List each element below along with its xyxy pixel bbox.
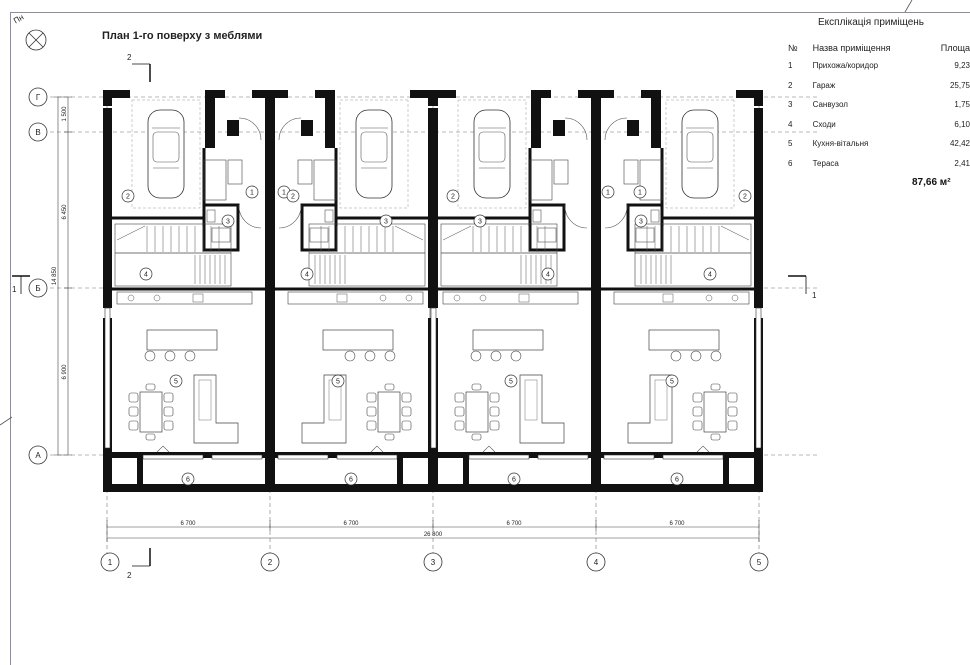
room-number-garage: 2 [126, 193, 130, 201]
legend-total: 87,66 м² [912, 177, 951, 188]
stool-icon [365, 351, 375, 361]
door-swing [605, 205, 627, 228]
dim-14850: 14 850 [52, 266, 58, 286]
chair-icon [472, 434, 481, 440]
window [756, 308, 761, 448]
door-swing [239, 205, 261, 228]
room-number-terrace: 6 [675, 476, 679, 484]
party-wall [591, 90, 600, 492]
window [538, 455, 588, 459]
kitchen-counter [614, 292, 749, 304]
legend-table [782, 40, 970, 173]
sink-icon [533, 210, 541, 222]
dim-6450: 6 450 [62, 204, 68, 220]
svg-text:1: 1 [812, 291, 817, 300]
window [604, 455, 654, 459]
chair-icon [164, 421, 173, 430]
svg-text:Г: Г [35, 93, 41, 102]
window [105, 308, 110, 448]
dining-table [378, 392, 400, 432]
room-number-stairs: 4 [305, 271, 309, 279]
kitchen-counter [117, 292, 252, 304]
room-number-hall: 1 [606, 189, 610, 197]
car-icon [148, 110, 184, 198]
toilet-icon [636, 228, 654, 242]
toilet-icon [538, 228, 556, 242]
sofa-icon [628, 375, 672, 443]
kitchen-island [147, 330, 217, 350]
kitchen-island [473, 330, 543, 350]
chair-icon [367, 421, 376, 430]
chair-icon [164, 407, 173, 416]
room-number-terrace: 6 [512, 476, 516, 484]
stool-icon [711, 351, 721, 361]
axis-bubble-a [29, 446, 47, 464]
chair-icon [164, 393, 173, 402]
window [143, 455, 203, 459]
window [212, 455, 262, 459]
legend-header-no: № [788, 43, 798, 53]
chair-icon [385, 434, 394, 440]
wall [205, 90, 225, 98]
wall [429, 90, 438, 106]
dim-6900: 6 900 [62, 364, 68, 380]
room-number-hall: 1 [638, 189, 642, 197]
unit-2 [265, 90, 437, 492]
room-number-stairs: 4 [144, 271, 148, 279]
window [663, 455, 723, 459]
legend-header-area: Площа [940, 43, 970, 53]
legend-row: 5 Кухня-вітальня 42,42 [788, 139, 970, 149]
room-number-terrace: 6 [349, 476, 353, 484]
room-number-terrace: 6 [186, 476, 190, 484]
wall [274, 90, 288, 98]
chair-icon [455, 407, 464, 416]
stool-icon [165, 351, 175, 361]
chair-icon [129, 421, 138, 430]
section-mark-1-right [788, 276, 806, 294]
chair-icon [402, 421, 411, 430]
chair-icon [129, 407, 138, 416]
chair-icon [728, 421, 737, 430]
dim-unit-2: 6 700 [343, 521, 359, 527]
door-swing [239, 118, 261, 140]
stool-icon [691, 351, 701, 361]
stool-icon [491, 351, 501, 361]
chair-icon [472, 384, 481, 390]
sofa-icon [520, 375, 564, 443]
wall [600, 90, 614, 98]
stool-icon [185, 351, 195, 361]
chair-icon [129, 393, 138, 402]
cabinet [624, 160, 638, 184]
wall [103, 108, 112, 308]
door-swing [565, 205, 587, 228]
wall [641, 90, 661, 98]
wall [252, 90, 266, 98]
legend-row: 1 Прихожа/коридор 9,23 [788, 61, 970, 71]
kitchen-counter [443, 292, 578, 304]
room-number-living: 5 [174, 378, 178, 386]
svg-text:3: 3 [430, 558, 436, 567]
chair-icon [693, 421, 702, 430]
svg-text:Пн: Пн [12, 12, 26, 26]
chair-icon [693, 393, 702, 402]
wardrobe [204, 160, 226, 200]
room-number-bath: 3 [226, 218, 230, 226]
legend-row: 4 Сходи 6,10 [788, 119, 970, 129]
unit-4 [591, 90, 763, 492]
legend-title: Експлікація приміщень [818, 17, 924, 28]
dim-total: 26 800 [423, 532, 443, 538]
dining-table [140, 392, 162, 432]
unit-3 [429, 90, 601, 492]
cabinet [298, 160, 312, 184]
dim-unit-3: 6 700 [506, 521, 522, 527]
room-number-bath: 3 [384, 218, 388, 226]
room-number-living: 5 [670, 378, 674, 386]
dim-unit-1: 6 700 [180, 521, 196, 527]
stool-icon [471, 351, 481, 361]
cabinet [554, 160, 568, 184]
stool-icon [345, 351, 355, 361]
room-number-stairs: 4 [708, 271, 712, 279]
cabinet [228, 160, 242, 184]
unit-1 [103, 90, 275, 492]
chair-icon [711, 434, 720, 440]
room-number-garage: 2 [743, 193, 747, 201]
kitchen-island [323, 330, 393, 350]
sofa-icon [194, 375, 238, 443]
door-swing [565, 118, 587, 140]
dim-unit-4: 6 700 [669, 521, 685, 527]
room-number-bath: 3 [639, 218, 643, 226]
wall [410, 90, 428, 98]
stool-icon [385, 351, 395, 361]
wall [754, 90, 763, 106]
door-swing [605, 118, 627, 140]
svg-text:2: 2 [267, 558, 273, 567]
toilet-icon [212, 228, 230, 242]
chair-icon [490, 421, 499, 430]
wall [531, 90, 551, 98]
svg-text:2: 2 [127, 53, 132, 62]
dim-1500: 1 500 [62, 106, 68, 122]
room-number-hall: 1 [250, 189, 254, 197]
wall [429, 108, 438, 308]
stool-icon [671, 351, 681, 361]
section-mark-2-bottom [132, 548, 150, 566]
axis-bubble-b [29, 279, 47, 297]
room-number-living: 5 [509, 378, 513, 386]
axis-bubble-4 [587, 553, 605, 571]
dining-table [466, 392, 488, 432]
wall [315, 90, 335, 98]
svg-text:Б: Б [35, 284, 41, 293]
axis-bubble-g [29, 88, 47, 106]
room-number-living: 5 [336, 378, 340, 386]
legend-header-name: Назва приміщення [812, 43, 891, 53]
stool-icon [145, 351, 155, 361]
chair-icon [146, 384, 155, 390]
wardrobe [530, 160, 552, 200]
kitchen-counter [288, 292, 423, 304]
room-number-hall: 1 [282, 189, 286, 197]
wall [103, 90, 112, 106]
window [278, 455, 328, 459]
sink-icon [207, 210, 215, 222]
car-icon [474, 110, 510, 198]
window [431, 308, 436, 448]
wall [736, 90, 754, 98]
kitchen-island [649, 330, 719, 350]
party-wall [265, 90, 274, 492]
door-swing [279, 205, 301, 228]
north-arrow-icon [12, 13, 46, 50]
plan-title: План 1-го поверху з меблями [102, 30, 263, 42]
chair-icon [402, 407, 411, 416]
axis-bubble-5 [750, 553, 768, 571]
chair-icon [146, 434, 155, 440]
svg-text:1: 1 [107, 558, 113, 567]
wall [112, 90, 130, 98]
chair-icon [693, 407, 702, 416]
chair-icon [711, 384, 720, 390]
sink-icon [651, 210, 659, 222]
chair-icon [455, 421, 464, 430]
legend-row: 3 Санвузол 1,75 [788, 100, 970, 110]
wall [754, 108, 763, 308]
svg-text:4: 4 [593, 558, 599, 567]
window [469, 455, 529, 459]
svg-text:2: 2 [127, 571, 132, 580]
stool-icon [511, 351, 521, 361]
wardrobe [314, 160, 336, 200]
wall [438, 90, 456, 98]
car-icon [682, 110, 718, 198]
room-number-garage: 2 [291, 193, 295, 201]
axis-bubble-1 [101, 553, 119, 571]
section-mark-2-top [132, 64, 150, 82]
chair-icon [455, 393, 464, 402]
chair-icon [367, 407, 376, 416]
axis-bubble-3 [424, 553, 442, 571]
chair-icon [728, 393, 737, 402]
svg-text:1: 1 [12, 285, 17, 294]
room-number-bath: 3 [478, 218, 482, 226]
room-number-garage: 2 [451, 193, 455, 201]
sink-icon [325, 210, 333, 222]
svg-text:А: А [35, 451, 41, 460]
toilet-icon [310, 228, 328, 242]
axis-bubble-2 [261, 553, 279, 571]
svg-text:В: В [35, 128, 41, 137]
chair-icon [385, 384, 394, 390]
door-swing [279, 118, 301, 140]
car-icon [356, 110, 392, 198]
room-number-stairs: 4 [546, 271, 550, 279]
dining-table [704, 392, 726, 432]
window [337, 455, 397, 459]
chair-icon [728, 407, 737, 416]
wall [578, 90, 592, 98]
chair-icon [402, 393, 411, 402]
chair-icon [367, 393, 376, 402]
chair-icon [490, 393, 499, 402]
chair-icon [490, 407, 499, 416]
legend-row: 2 Гараж 25,75 [788, 80, 970, 90]
legend-row: 6 Тераса 2,41 [788, 158, 970, 168]
svg-text:5: 5 [756, 558, 762, 567]
axis-bubble-v [29, 123, 47, 141]
townhouse-units [103, 90, 763, 492]
